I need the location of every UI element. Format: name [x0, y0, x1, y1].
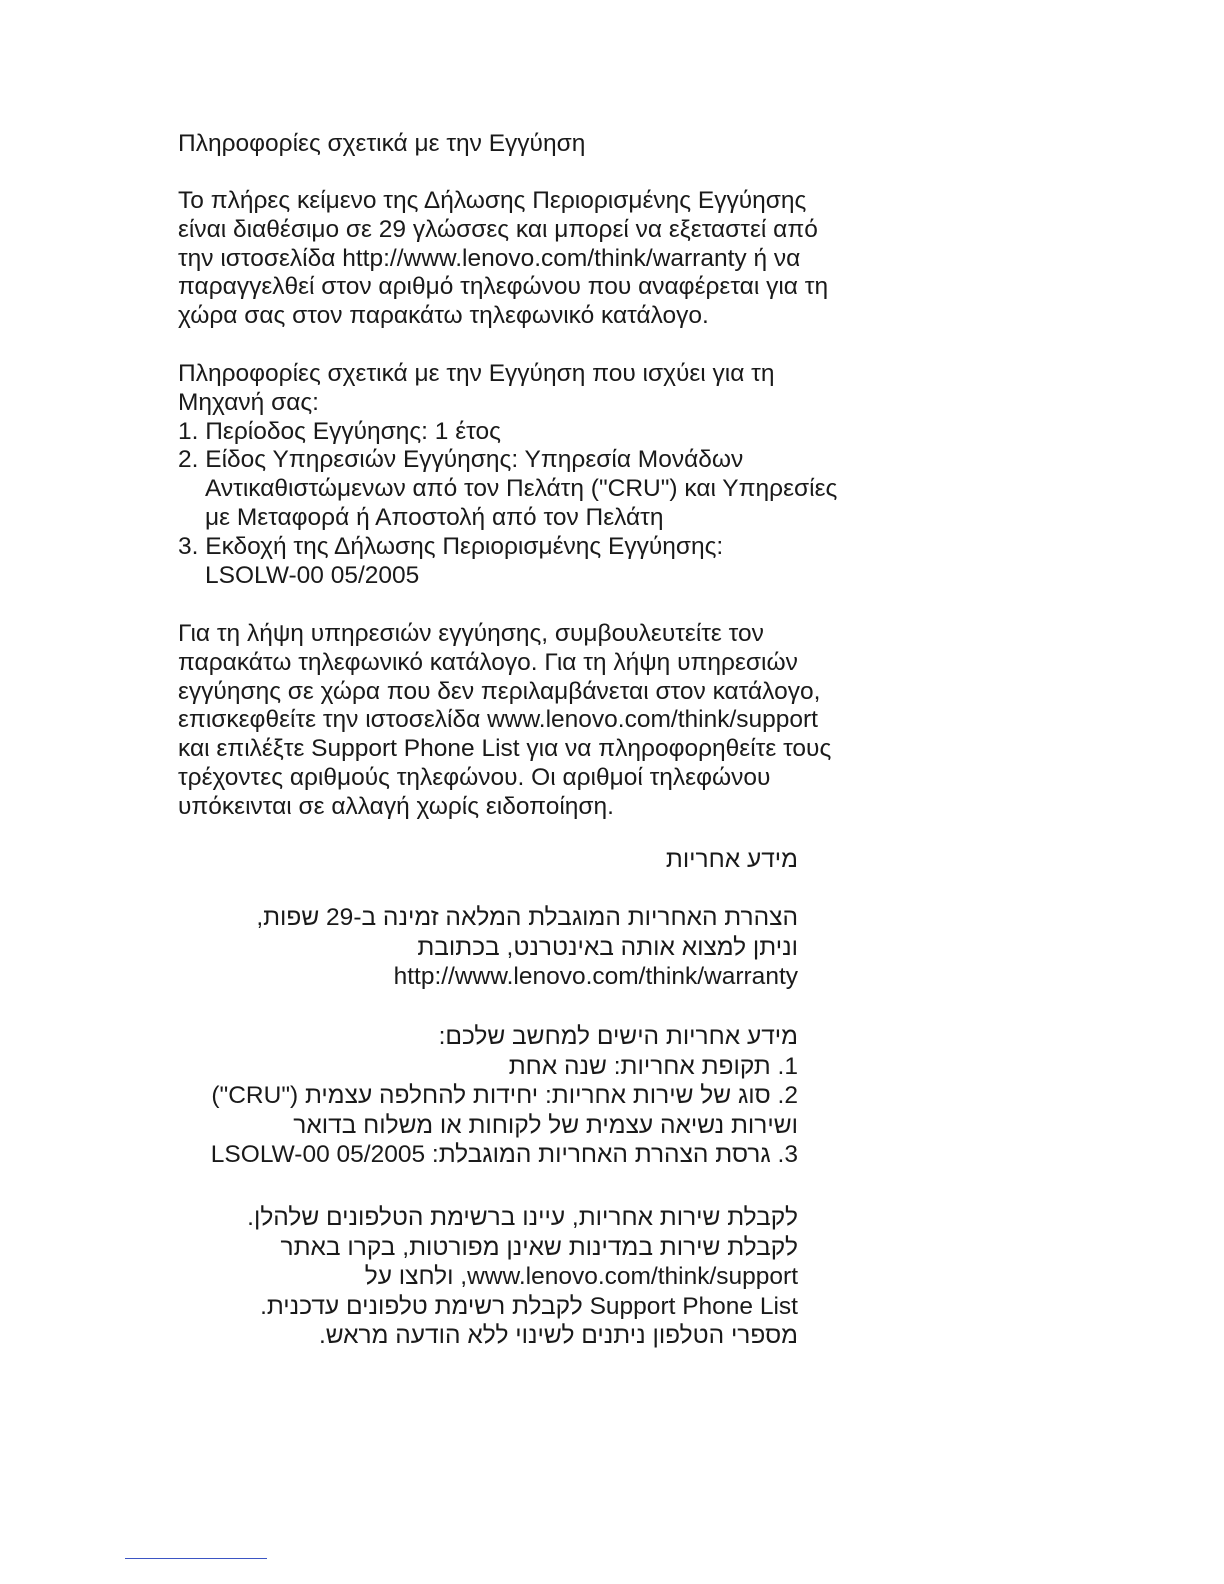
text-line: הצהרת האחריות המוגבלת המלאה זמינה ב-29 שפות,	[256, 904, 798, 931]
text-line: לקבלת שירות אחריות, עיינו ברשימת הטלפונים שלהלן.	[247, 1204, 798, 1231]
footnote-divider	[125, 1558, 267, 1559]
hebrew-warranty-paragraph	[198, 903, 798, 992]
list-item: 2. Είδος Υπηρεσιών Εγγύησης: Υπηρεσία Μονάδων Αντικαθιστώμενων από τον Πελάτη ("CRU") και Υπηρεσίες με Μεταφορά ή Αποστολή από τον Πελάτη	[178, 446, 838, 531]
list-item: 1. תקופת אחריות: שנה אחת	[508, 1052, 798, 1080]
hebrew-section-title: מידע אחריות	[665, 846, 798, 873]
text-line: επισκεφθείτε την ιστοσελίδα www.lenovo.com/think/support	[178, 706, 818, 734]
greek-service-paragraph	[178, 620, 898, 822]
greek-warranty-list	[178, 418, 898, 591]
greek-section-title: Πληροφορίες σχετικά με την Εγγύηση	[178, 130, 586, 157]
text-line: υπόκεινται σε αλλαγή χωρίς ειδοποίηση.	[178, 792, 614, 820]
text-line: παραγγελθεί στον αριθμό τηλεφώνου που αναφέρεται για τη	[178, 273, 829, 301]
list-item: 3. Εκδοχή της Δήλωσης Περιορισμένης Εγγύησης: LSOLW-00 05/2005	[178, 532, 724, 589]
hebrew-machine-warranty-info	[158, 1022, 798, 1170]
text-line: לקבלת שירות במדינות שאינן מפורטות, בקרו באתר	[280, 1233, 798, 1261]
greek-machine-warranty-info	[178, 360, 898, 590]
text-line: וניתן למצוא אותה באינטרנט, בכתובת	[417, 933, 798, 961]
text-line: Πληροφορίες σχετικά με την Εγγύηση που ισχύει για τη	[178, 360, 775, 387]
list-item: ושירות נשיאה עצמית של לקוחות או משלוח בדואר	[293, 1111, 798, 1139]
text-line: Support Phone List לקבלת רשימת טלפונים עדכנית.	[260, 1292, 798, 1320]
text-line: מידע אחריות הישים למחשב שלכם:	[438, 1023, 798, 1050]
text-line: www.lenovo.com/think/support, ולחצו על	[364, 1263, 798, 1290]
text-line: τρέχοντες αριθμούς τηλεφώνου. Οι αριθμοί τηλεφώνου	[178, 763, 771, 791]
text-line: εγγύησης σε χώρα που δεν περιλαμβάνεται στον κατάλογο,	[178, 677, 821, 705]
list-item: 1. Περίοδος Εγγύησης: 1 έτος	[178, 417, 501, 445]
list-item: 3. גרסת הצהרת האחריות המוגבלת: LSOLW-00 05/2005	[210, 1141, 798, 1168]
text-line: είναι διαθέσιμο σε 29 γλώσσες και μπορεί να εξεταστεί από	[178, 215, 818, 243]
list-item: 2. סוג של שירות אחריות: יחידות להחלפה עצמית ("CRU")	[211, 1082, 798, 1109]
hebrew-service-paragraph	[198, 1203, 798, 1351]
text-line: Για τη λήψη υπηρεσιών εγγύησης, συμβουλευτείτε τον	[178, 620, 764, 647]
text-line: http://www.lenovo.com/think/warranty	[393, 963, 798, 990]
text-line: מספרי הטלפון ניתנים לשינוי ללא הודעה מראש.	[318, 1322, 798, 1349]
text-line: χώρα σας στον παρακάτω τηλεφωνικό κατάλογο.	[178, 302, 709, 330]
text-line: παρακάτω τηλεφωνικό κατάλογο. Για τη λήψη υπηρεσιών	[178, 648, 798, 676]
text-line: Το πλήρες κείμενο της Δήλωσης Περιορισμένης Εγγύησης	[178, 187, 807, 214]
text-line: Μηχανή σας:	[178, 388, 319, 416]
text-line: και επιλέξτε Support Phone List για να πληροφορηθείτε τους	[178, 735, 832, 763]
greek-warranty-paragraph	[178, 187, 898, 331]
text-line: την ιστοσελίδα http://www.lenovo.com/think/warranty ή να	[178, 244, 801, 272]
